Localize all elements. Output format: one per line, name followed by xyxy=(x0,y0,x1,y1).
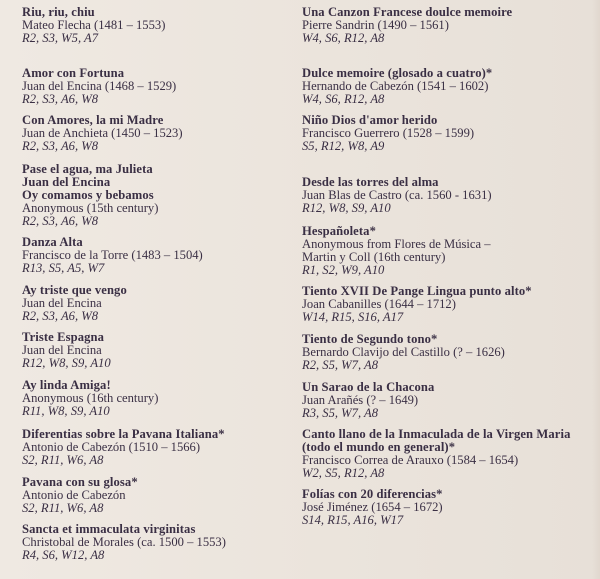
track-title: Amor con Fortuna xyxy=(22,66,125,80)
track-title: Oy comamos y bebamos xyxy=(22,188,154,202)
composer-line: Hernando de Cabezón (1541 – 1602) xyxy=(302,79,489,93)
track-entry xyxy=(302,176,592,215)
track-title: Desde las torres del alma xyxy=(302,175,439,189)
instrumentation: R3, S5, W7, A8 xyxy=(302,406,379,420)
instrumentation: R2, S3, A6, W8 xyxy=(22,92,99,106)
track-title: Riu, riu, chiu xyxy=(22,5,95,19)
track-title: Ay linda Amiga! xyxy=(22,378,111,392)
instrumentation: R4, S6, W12, A8 xyxy=(22,548,105,562)
composer-line: Juan del Encina xyxy=(22,343,102,357)
instrumentation: R12, W8, S9, A10 xyxy=(302,201,391,215)
track-title: Juan del Encina xyxy=(22,175,111,189)
track-title: Sancta et immaculata virginitas xyxy=(22,522,196,536)
instrumentation: W2, S5, R12, A8 xyxy=(302,466,385,480)
track-entry xyxy=(302,114,592,153)
composer-line: Juan de Anchieta (1450 – 1523) xyxy=(22,126,183,140)
track-entry xyxy=(22,379,287,418)
composer-line: Francisco Guerrero (1528 – 1599) xyxy=(302,126,475,140)
composer-line: Bernardo Clavijo del Castillo (? – 1626) xyxy=(302,345,505,359)
composer-line: Mateo Flecha (1481 – 1553) xyxy=(22,18,166,32)
instrumentation: R12, W8, S9, A10 xyxy=(22,356,111,370)
composer-line: Francisco de la Torre (1483 – 1504) xyxy=(22,248,203,262)
instrumentation: S2, R11, W6, A8 xyxy=(22,501,104,515)
track-entry xyxy=(22,6,287,45)
instrumentation: R2, S3, A6, W8 xyxy=(22,309,99,323)
composer-line: Joan Cabanilles (1644 – 1712) xyxy=(302,297,456,311)
composer-line: Antonio de Cabezón (1510 – 1566) xyxy=(22,440,201,454)
composer-line: Christobal de Morales (ca. 1500 – 1553) xyxy=(22,535,226,549)
instrumentation: S5, R12, W8, A9 xyxy=(302,139,385,153)
track-title: Ay triste que vengo xyxy=(22,283,127,297)
instrumentation: R13, S5, A5, W7 xyxy=(22,261,105,275)
composer-line: Pierre Sandrin (1490 – 1561) xyxy=(302,18,449,32)
track-entry xyxy=(302,6,592,45)
track-title: Tiento XVII De Pange Lingua punto alto* xyxy=(302,284,532,298)
track-title: Hespañoleta* xyxy=(302,224,376,238)
composer-line: Anonymous (15th century) xyxy=(22,201,159,215)
track-entry xyxy=(22,476,287,515)
track-title: Pavana con su glosa* xyxy=(22,475,138,489)
track-title: Pase el agua, ma Julieta xyxy=(22,162,153,176)
instrumentation: S14, R15, A16, W17 xyxy=(302,513,404,527)
track-entry xyxy=(302,67,592,106)
track-entry xyxy=(302,285,592,324)
composer-line: Anonymous from Flores de Música – xyxy=(302,237,491,251)
track-title: Tiento de Segundo tono* xyxy=(302,332,438,346)
instrumentation: W14, R15, S16, A17 xyxy=(302,310,404,324)
instrumentation: W4, S6, R12, A8 xyxy=(302,31,385,45)
track-title: Dulce memoire (glosado a cuatro)* xyxy=(302,66,493,80)
instrumentation: R2, S3, W5, A7 xyxy=(22,31,99,45)
track-title: (todo el mundo en general)* xyxy=(302,440,456,454)
track-entry xyxy=(22,67,287,106)
track-entry xyxy=(22,236,287,275)
instrumentation: R2, S3, A6, W8 xyxy=(22,139,99,153)
track-entry xyxy=(22,523,287,562)
track-title: Canto llano de la Inmaculada de la Virgen Maria xyxy=(302,427,571,441)
track-title: Una Canzon Francese doulce memoire xyxy=(302,5,513,19)
instrumentation: S2, R11, W6, A8 xyxy=(22,453,104,467)
track-entry xyxy=(22,114,287,153)
track-entry xyxy=(302,488,592,527)
instrumentation: W4, S6, R12, A8 xyxy=(302,92,385,106)
composer-line: Juan Blas de Castro (ca. 1560 - 1631) xyxy=(302,188,492,202)
track-entry xyxy=(22,284,287,323)
instrumentation: R2, S5, W7, A8 xyxy=(302,358,379,372)
track-title: Diferentias sobre la Pavana Italiana* xyxy=(22,427,225,441)
composer-line: Juan del Encina (1468 – 1529) xyxy=(22,79,177,93)
composer-line: Anonymous (16th century) xyxy=(22,391,159,405)
track-title: Folías con 20 diferencias* xyxy=(302,487,443,501)
track-entry xyxy=(302,333,592,372)
track-title: Niño Dios d'amor herido xyxy=(302,113,438,127)
track-entry xyxy=(22,331,287,370)
instrumentation: R11, W8, S9, A10 xyxy=(22,404,110,418)
instrumentation: R1, S2, W9, A10 xyxy=(302,263,385,277)
page-edge-shadow xyxy=(592,0,600,579)
track-entry xyxy=(22,163,287,228)
track-entry xyxy=(302,381,592,420)
track-entry xyxy=(302,225,592,277)
composer-line: Martin y Coll (16th century) xyxy=(302,250,446,264)
instrumentation: R2, S3, A6, W8 xyxy=(22,214,99,228)
composer-line: Juan del Encina xyxy=(22,296,102,310)
composer-line: Francisco Correa de Arauxo (1584 – 1654) xyxy=(302,453,519,467)
composer-line: José Jiménez (1654 – 1672) xyxy=(302,500,443,514)
track-title: Triste Espagna xyxy=(22,330,104,344)
track-title: Con Amores, la mi Madre xyxy=(22,113,164,127)
track-entry xyxy=(22,428,287,467)
track-title: Danza Alta xyxy=(22,235,83,249)
track-entry xyxy=(302,428,592,480)
track-title: Un Sarao de la Chacona xyxy=(302,380,435,394)
composer-line: Antonio de Cabezón xyxy=(22,488,126,502)
composer-line: Juan Arañés (? – 1649) xyxy=(302,393,419,407)
